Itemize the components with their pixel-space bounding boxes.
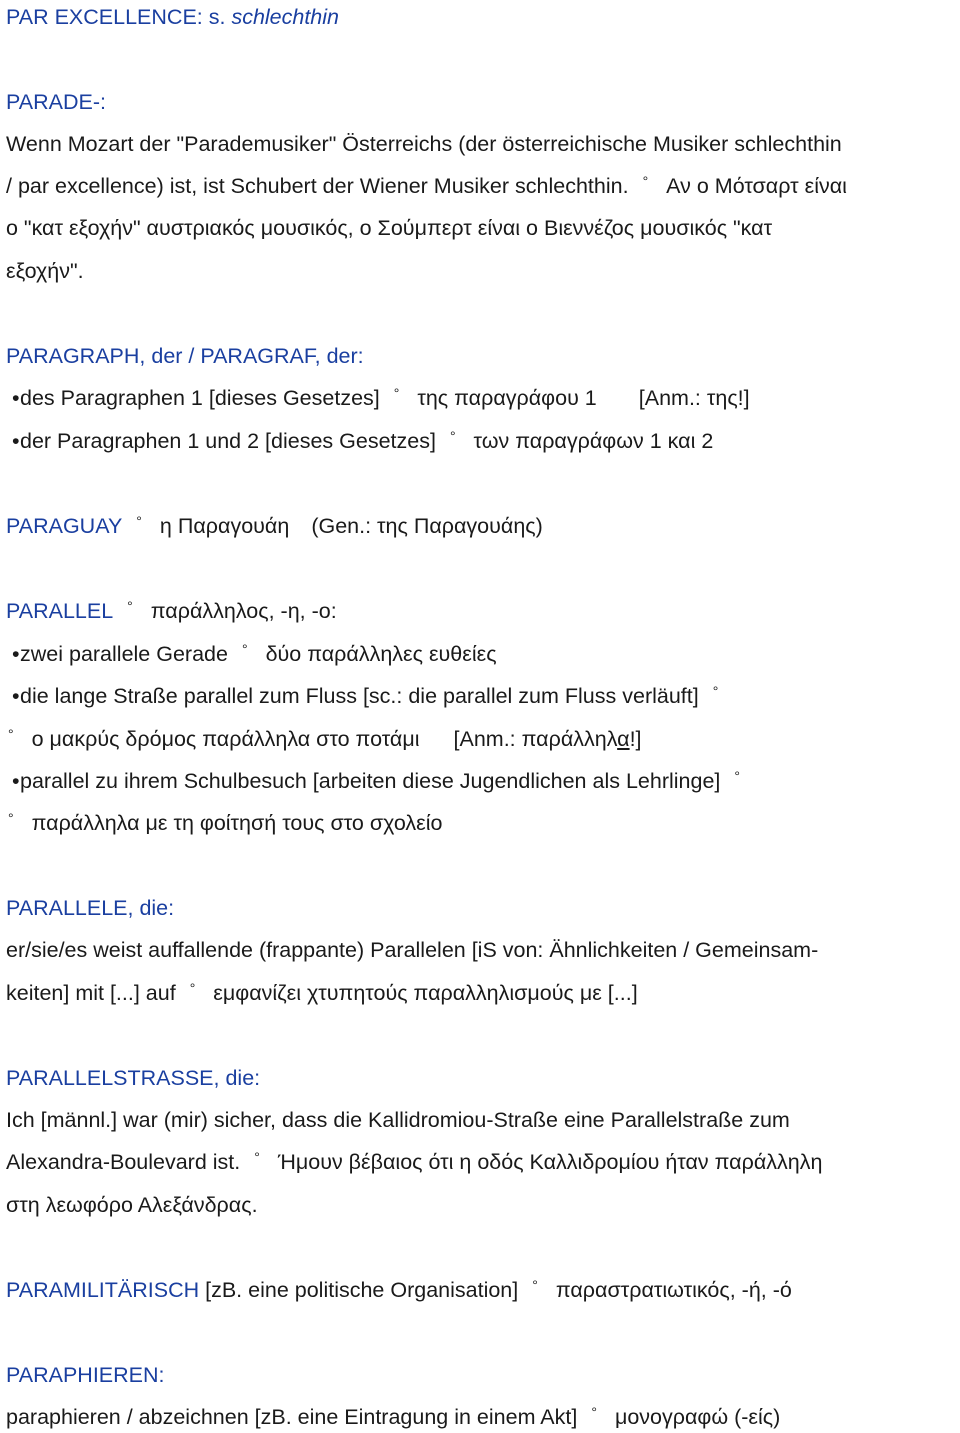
example-gr: της παραγράφου 1 [417, 386, 597, 410]
degree-marker: ° [241, 641, 248, 657]
degree-marker: ° [591, 1404, 597, 1420]
annotation: [Anm.: της!] [638, 386, 750, 410]
example-gr: ο μακρύς δρόμος παράλληλα στο ποτάμι [31, 727, 420, 751]
parallel-example-2 [6, 682, 946, 710]
parallel-example-3 [6, 767, 946, 795]
paraphieren-line-1 [6, 1403, 780, 1431]
paragraph-example-2 [6, 427, 946, 455]
parade-line-3: ο "κατ εξοχήν" αυστριακός μουσικός, ο Σούμπερτ είναι ο Βιεννέζος μουσικός "κατ [6, 216, 773, 240]
degree-marker: ° [734, 768, 740, 784]
parallelstrasse-line-2 [6, 1148, 822, 1176]
example-de: keiten] mit [...] auf [6, 981, 176, 1005]
bullet: • [12, 429, 20, 453]
entry-head: PAR EXCELLENCE: s. [6, 5, 232, 29]
parallel-example-2-translation [6, 725, 642, 753]
entry-head-parade: PARADE-: [6, 90, 106, 114]
entry-head: PARAMILITÄRISCH [6, 1278, 200, 1302]
bullet: • [12, 386, 20, 410]
degree-marker: ° [189, 980, 196, 996]
entry-head-paragraph: PARAGRAPH, der / PARAGRAF, der: [6, 344, 364, 368]
bullet: • [12, 684, 20, 708]
degree-marker: ° [8, 726, 14, 742]
parallelstrasse-line-1: Ich [männl.] war (mir) sicher, dass die Kallidromiou-Straße eine Parallelstraße zum [6, 1108, 790, 1132]
degree-marker: ° [642, 173, 649, 189]
entry-head-parallelstrasse: PARALLELSTRASSE, die: [6, 1066, 261, 1090]
translation-gr: παραστρατιωτικός, -ή, -ό [555, 1278, 792, 1302]
bullet: • [12, 642, 20, 666]
example-de: zwei parallele Gerade [20, 642, 228, 666]
parade-line-4: εξοχήν". [6, 259, 84, 283]
paragraph-example-1 [6, 384, 946, 412]
degree-marker: ° [712, 683, 719, 699]
degree-marker: ° [393, 385, 400, 401]
example-gr: μονογραφώ (-είς) [614, 1405, 781, 1429]
parade-line-2-de: / par excellence) ist, ist Schubert der Wiener Musiker schlechthin. [6, 174, 629, 198]
genitive-note: (Gen.: της Παραγουάης) [311, 514, 543, 538]
parallele-line-1: er/sie/es weist auffallende (frappante) Parallelen [iS von: Ähnlichkeiten / Gemeinsam- [6, 938, 819, 962]
parallele-line-2 [6, 979, 638, 1007]
entry-paraguay [6, 512, 543, 540]
degree-marker: ° [136, 513, 142, 529]
annotation-pre: [Anm.: παράλληλ [453, 727, 618, 751]
example-de: parallel zu ihrem Schulbesuch [arbeiten diese Jugendlichen als Lehrlinge] [20, 769, 721, 793]
translation-gr: η Παραγουάη [159, 514, 290, 538]
example-de: der Paragraphen 1 und 2 [dieses Gesetzes] [20, 429, 436, 453]
degree-marker: ° [449, 428, 456, 444]
degree-marker: ° [8, 810, 14, 826]
example-de: paraphieren / abzeichnen [zB. eine Eintragung in einem Akt] [6, 1405, 578, 1429]
entry-head-parallele: PARALLELE, die: [6, 896, 175, 920]
example-gr: δύο παράλληλες ευθείες [265, 642, 497, 666]
example-gr: των παραγράφων 1 και 2 [473, 429, 714, 453]
example-de: Alexandra-Boulevard ist. [6, 1150, 241, 1174]
entry-head: PARAGUAY [6, 514, 123, 538]
parallelstrasse-line-3: στη λεωφόρο Αλεξάνδρας. [6, 1193, 258, 1217]
parade-line-2 [6, 172, 847, 200]
bullet: • [12, 769, 20, 793]
annotation-underlined: α [617, 727, 630, 751]
parallel-example-1 [6, 640, 946, 668]
degree-marker: ° [532, 1277, 538, 1293]
example-gr: Ήμουν βέβαιος ότι η οδός Καλλιδρομίου ήταν παράλληλη [277, 1150, 823, 1174]
entry-paramilitaerisch [6, 1276, 792, 1304]
degree-marker: ° [127, 598, 133, 614]
entry-head-paraphieren: PARAPHIEREN: [6, 1363, 165, 1387]
example-de: [zB. eine politische Organisation] [199, 1278, 519, 1302]
translation-gr: παράλληλος, -η, -ο: [150, 599, 337, 623]
example-de: die lange Straße parallel zum Fluss [sc.: die parallel zum Fluss verläuft] [20, 684, 699, 708]
parallel-example-3-translation [6, 809, 442, 837]
parade-line-2-gr: Αν ο Μότσαρτ είναι [666, 174, 847, 198]
example-gr: εμφανίζει χτυπητούς παραλληλισμούς με [...] [213, 981, 638, 1005]
entry-head: PARALLEL [6, 599, 114, 623]
example-de: des Paragraphen 1 [dieses Gesetzes] [20, 386, 380, 410]
entry-par-excellence [6, 3, 339, 31]
entry-parallel [6, 597, 337, 625]
example-gr: παράλληλα με τη φοίτησή τους στο σχολείο [31, 811, 443, 835]
cross-reference: schlechthin [231, 5, 340, 29]
annotation-post: !] [629, 727, 642, 751]
parade-line-1: Wenn Mozart der "Parademusiker" Österreichs (der österreichische Musiker schlechthin [6, 132, 842, 156]
degree-marker: ° [254, 1149, 260, 1165]
